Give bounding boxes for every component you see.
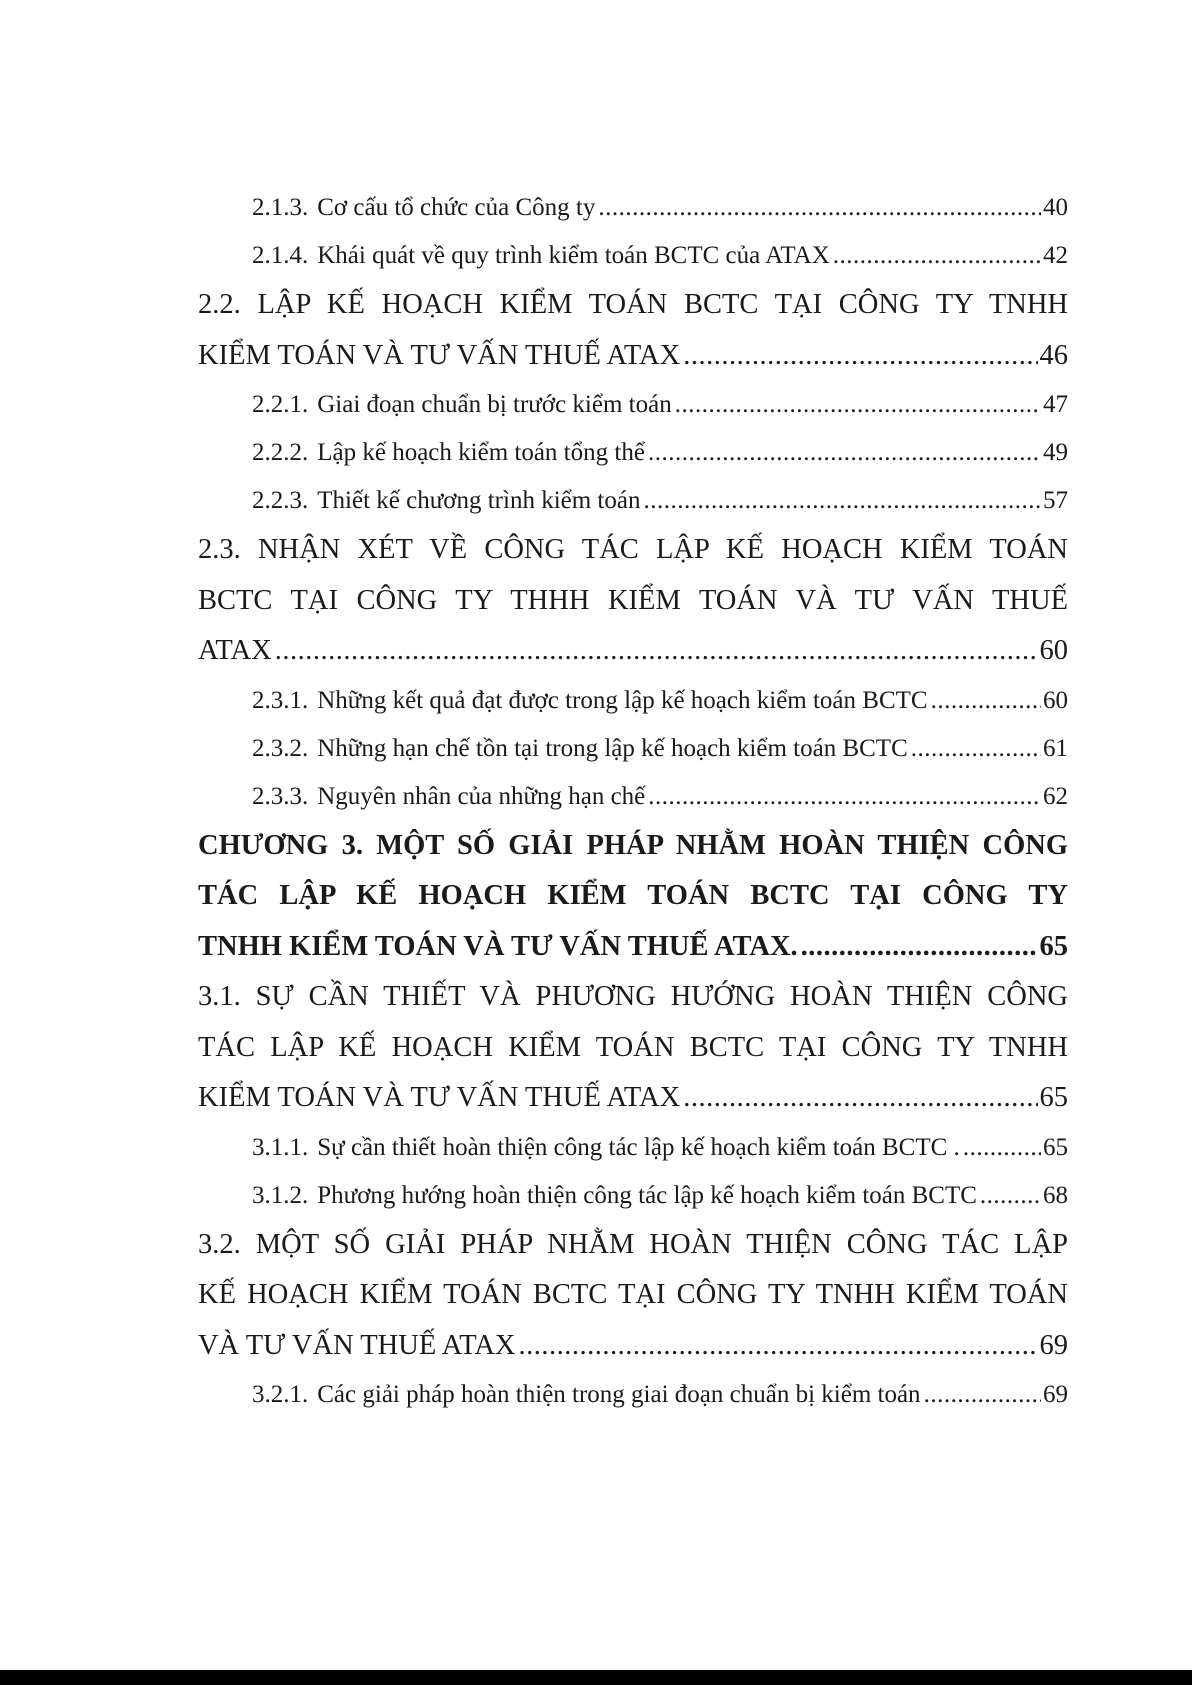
- toc-page-number: 60: [1043, 686, 1068, 714]
- toc-entry-title-line: CHƯƠNG 3. MỘT SỐ GIẢI PHÁP NHẰM HOÀN THIỆN CÔNG: [198, 829, 1068, 861]
- toc-entry-title: Phương hướng hoàn thiện công tác lập kế hoạch kiểm toán BCTC: [317, 1181, 977, 1209]
- toc-page-number: 65: [1039, 1082, 1068, 1113]
- toc-page-number: 69: [1043, 1381, 1068, 1408]
- dot-leader: [648, 440, 1041, 465]
- dot-leader: [833, 243, 1041, 268]
- dot-leader: [519, 1332, 1038, 1361]
- toc-entry-title-line: KẾ HOẠCH KIỂM TOÁN BCTC TẠI CÔNG TY TNHH KIỂM TOÁN: [198, 1279, 1068, 1310]
- toc-entry-2-2-3[interactable]: [252, 488, 1068, 536]
- toc-entry-3-1[interactable]: [198, 983, 1068, 1135]
- toc-entry-title-line: ATAX: [198, 635, 272, 666]
- toc-entry-2-2[interactable]: [198, 291, 1068, 392]
- toc-entry-number: 3.2.1.: [252, 1381, 309, 1408]
- toc-entry-number: 2.2.3.: [252, 487, 309, 514]
- toc-entry-title-line: 2.3. NHẬN XÉT VỀ CÔNG TÁC LẬP KẾ HOẠCH KIỂM TOÁN: [198, 534, 1068, 565]
- toc-page-number: 46: [1039, 339, 1068, 371]
- toc-page-number: 42: [1043, 242, 1068, 269]
- dot-leader: [963, 1135, 1041, 1160]
- toc-entry-title-line: TNHH KIỂM TOÁN VÀ TƯ VẤN THUẾ ATAX.: [198, 930, 798, 962]
- dot-leader: [980, 1183, 1041, 1208]
- toc-entry-title-line: 2.2. LẬP KẾ HOẠCH KIỂM TOÁN BCTC TẠI CÔNG TY TNHH: [198, 289, 1068, 320]
- dot-leader: [931, 688, 1041, 713]
- page-bottom-edge: [0, 1670, 1192, 1685]
- dot-leader: [643, 488, 1041, 513]
- toc-entry-2-2-1[interactable]: [252, 392, 1068, 440]
- toc-entry-number: 2.3.2.: [252, 734, 309, 762]
- toc-entry-number: 2.1.4.: [252, 242, 309, 269]
- dot-leader: [801, 933, 1038, 962]
- toc-entry-2-3[interactable]: [198, 536, 1068, 688]
- toc-entry-title: Các giải pháp hoàn thiện trong giai đoạn chuẩn bị kiểm toán: [317, 1381, 921, 1408]
- toc-entry-3-1-1[interactable]: [252, 1135, 1068, 1183]
- toc-entry-title-line: VÀ TƯ VẤN THUẾ ATAX: [198, 1329, 516, 1361]
- toc-entry-3-2-1[interactable]: [252, 1382, 1068, 1430]
- dot-leader: [683, 342, 1037, 371]
- toc-entry-number: 2.3.3.: [252, 782, 309, 810]
- toc-page-number: 49: [1043, 439, 1068, 466]
- toc-page-number: 60: [1039, 635, 1068, 666]
- toc-entry-2-3-1[interactable]: [252, 688, 1068, 736]
- toc-page-number: 68: [1043, 1181, 1068, 1209]
- toc-page-number: 62: [1043, 782, 1068, 810]
- toc-entry-title-line: TÁC LẬP KẾ HOẠCH KIỂM TOÁN BCTC TẠI CÔNG TY TNHH: [198, 1031, 1068, 1063]
- toc-page-number: 61: [1043, 734, 1068, 762]
- toc-entry-number: 3.1.1.: [252, 1133, 309, 1161]
- toc-entry-title: Khái quát về quy trình kiểm toán BCTC của ATAX: [317, 242, 830, 269]
- toc-entry-number: 2.2.1.: [252, 391, 309, 418]
- dot-leader: [648, 784, 1041, 809]
- dot-leader: [683, 1084, 1037, 1113]
- toc-page-number: 47: [1043, 391, 1068, 418]
- toc-page-number: 65: [1039, 930, 1068, 962]
- toc-entry-title: Những hạn chế tồn tại trong lập kế hoạch kiểm toán BCTC: [317, 734, 908, 762]
- dot-leader: [911, 736, 1041, 761]
- toc-entry-3-2[interactable]: [198, 1228, 1068, 1383]
- toc-entry-2-3-3[interactable]: [252, 784, 1068, 832]
- toc-entry-number: 3.1.2.: [252, 1181, 309, 1209]
- toc-page-number: 65: [1043, 1133, 1068, 1161]
- toc-entry-2-3-2[interactable]: [252, 736, 1068, 784]
- toc-entry-number: 2.1.3.: [252, 194, 309, 221]
- toc-entry-title-line: 3.1. SỰ CẦN THIẾT VÀ PHƯƠNG HƯỚNG HOÀN THIỆN CÔNG: [198, 981, 1068, 1012]
- toc-entry-title: Thiết kế chương trình kiểm toán: [317, 487, 641, 514]
- toc-entry-number: 2.2.2.: [252, 439, 309, 466]
- toc-entry-title: Sự cần thiết hoàn thiện công tác lập kế hoạch kiểm toán BCTC .: [317, 1133, 960, 1161]
- dot-leader: [675, 392, 1041, 417]
- toc-page-number: 69: [1039, 1329, 1068, 1361]
- toc-entry-title: Cơ cấu tổ chức của Công ty: [317, 194, 596, 221]
- toc-entry-number: 2.3.1.: [252, 686, 309, 714]
- toc-entry-title-line: KIỂM TOÁN VÀ TƯ VẤN THUẾ ATAX: [198, 1082, 681, 1113]
- toc-page-number: 57: [1043, 487, 1068, 514]
- toc-entry-title-line: 3.2. MỘT SỐ GIẢI PHÁP NHẰM HOÀN THIỆN CÔNG TÁC LẬP: [198, 1228, 1068, 1260]
- toc-entry-title: Nguyên nhân của những hạn chế: [317, 782, 646, 810]
- toc-page-number: 40: [1043, 194, 1068, 221]
- toc-entry-title: Lập kế hoạch kiểm toán tổng thể: [317, 439, 645, 466]
- dot-leader: [275, 637, 1038, 666]
- toc-entry-title: Những kết quả đạt được trong lập kế hoạch kiểm toán BCTC: [317, 686, 928, 714]
- toc-entry-title: Giai đoạn chuẩn bị trước kiểm toán: [317, 391, 672, 418]
- toc-entry-2-2-2[interactable]: [252, 440, 1068, 488]
- toc-entry-3-1-2[interactable]: [252, 1183, 1068, 1231]
- dot-leader: [924, 1382, 1041, 1407]
- toc-entry-2-1-3[interactable]: [252, 195, 1068, 243]
- toc-entry-chapter-3[interactable]: [198, 829, 1068, 984]
- toc-entry-title-line: TÁC LẬP KẾ HOẠCH KIỂM TOÁN BCTC TẠI CÔNG TY: [198, 880, 1068, 911]
- table-of-contents: [198, 195, 1068, 1430]
- dot-leader: [598, 195, 1041, 220]
- toc-entry-title-line: BCTC TẠI CÔNG TY THHH KIỂM TOÁN VÀ TƯ VẤN THUẾ: [198, 584, 1068, 616]
- toc-entry-2-1-4[interactable]: [252, 243, 1068, 291]
- toc-entry-title-line: KIỂM TOÁN VÀ TƯ VẤN THUẾ ATAX: [198, 339, 681, 371]
